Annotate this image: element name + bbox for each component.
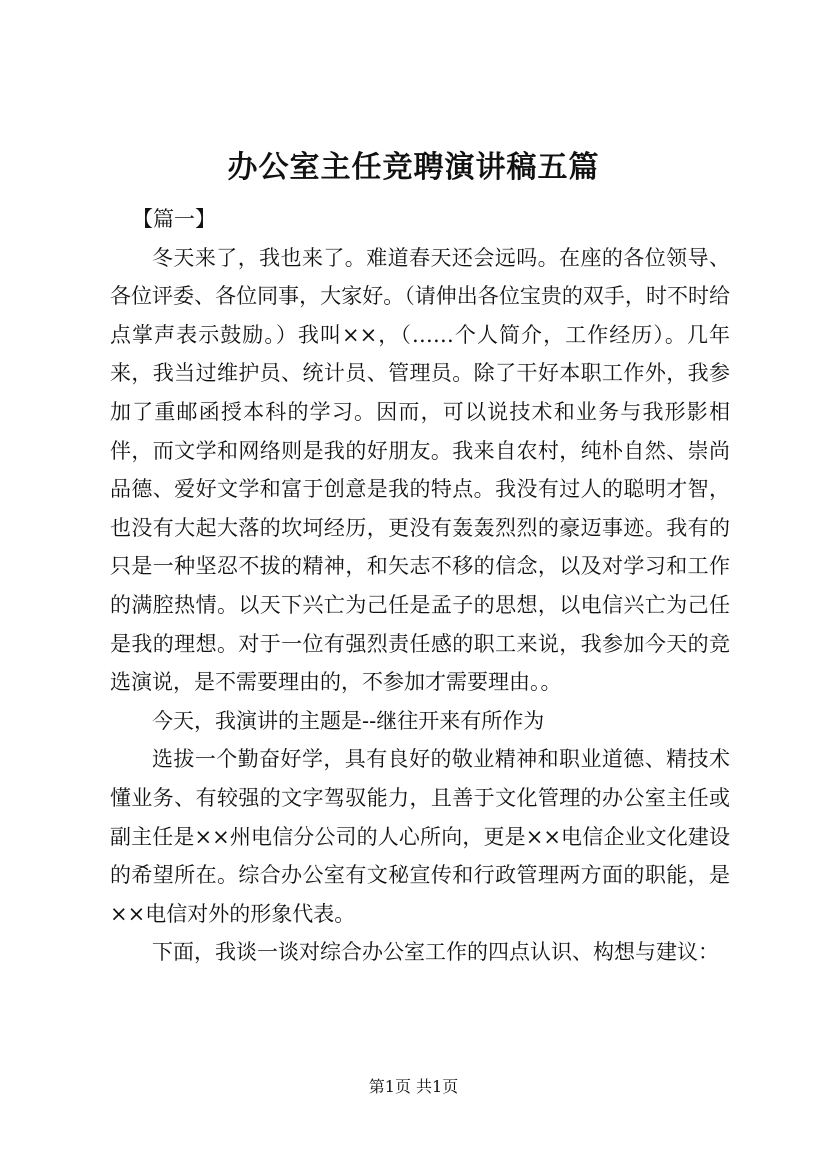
page-footer: 第1页 共1页: [368, 1077, 459, 1096]
paragraph-next: 下面，我谈一谈对综合办公室工作的四点认识、构想与建议：: [152, 940, 719, 965]
paragraph-theme: 今天，我演讲的主题是--继往开来有所作为: [152, 708, 545, 733]
paragraph-intro: 冬天来了，我也来了。难道春天还会远吗。在座的各位领导、各位评委、各位同事，大家好。（请伸出各位宝贵的双手，时不时给点掌声表示鼓励。）我叫××，（……个人简介，工作经历）。几年来，我当过维护员、统计员、管理员。除了干好本职工作外，我参加了重邮函授本科的学习。因而，可以说技术和业务与我形影相伴，而文学和网络则是我的好朋友。我来自农村，纯朴自然、崇尚品德、爱好文学和富于创意是我的特点。我没有过人的聪明才智，也没有大起大落的坎坷经历，更没有轰轰烈烈的豪迈事迹。我有的只是一种坚忍不拔的精神，和矢志不移的信念，以及对学习和工作的满腔热情。以天下兴亡为己任是孟子的思想，以电信兴亡为己任是我的理想。对于一位有强烈责任感的职工来说，我参加今天的竞选演说，是不需要理由的，不参加才需要理由。。: [110, 245, 730, 695]
paragraph-selection: 选拔一个勤奋好学，具有良好的敬业精神和职业道德、精技术懂业务、有较强的文字驾驭能力，且善于文化管理的办公室主任或副主任是××州电信分公司的人心所向，更是××电信企业文化建设的希望所在。综合办公室有文秘宣传和行政管理两方面的职能，是××电信对外的形象代表。: [110, 747, 730, 926]
section-heading: 【篇一】: [132, 207, 216, 231]
document-title: 办公室主任竞聘演讲稿五篇: [227, 150, 600, 185]
document-body: [110, 200, 730, 972]
